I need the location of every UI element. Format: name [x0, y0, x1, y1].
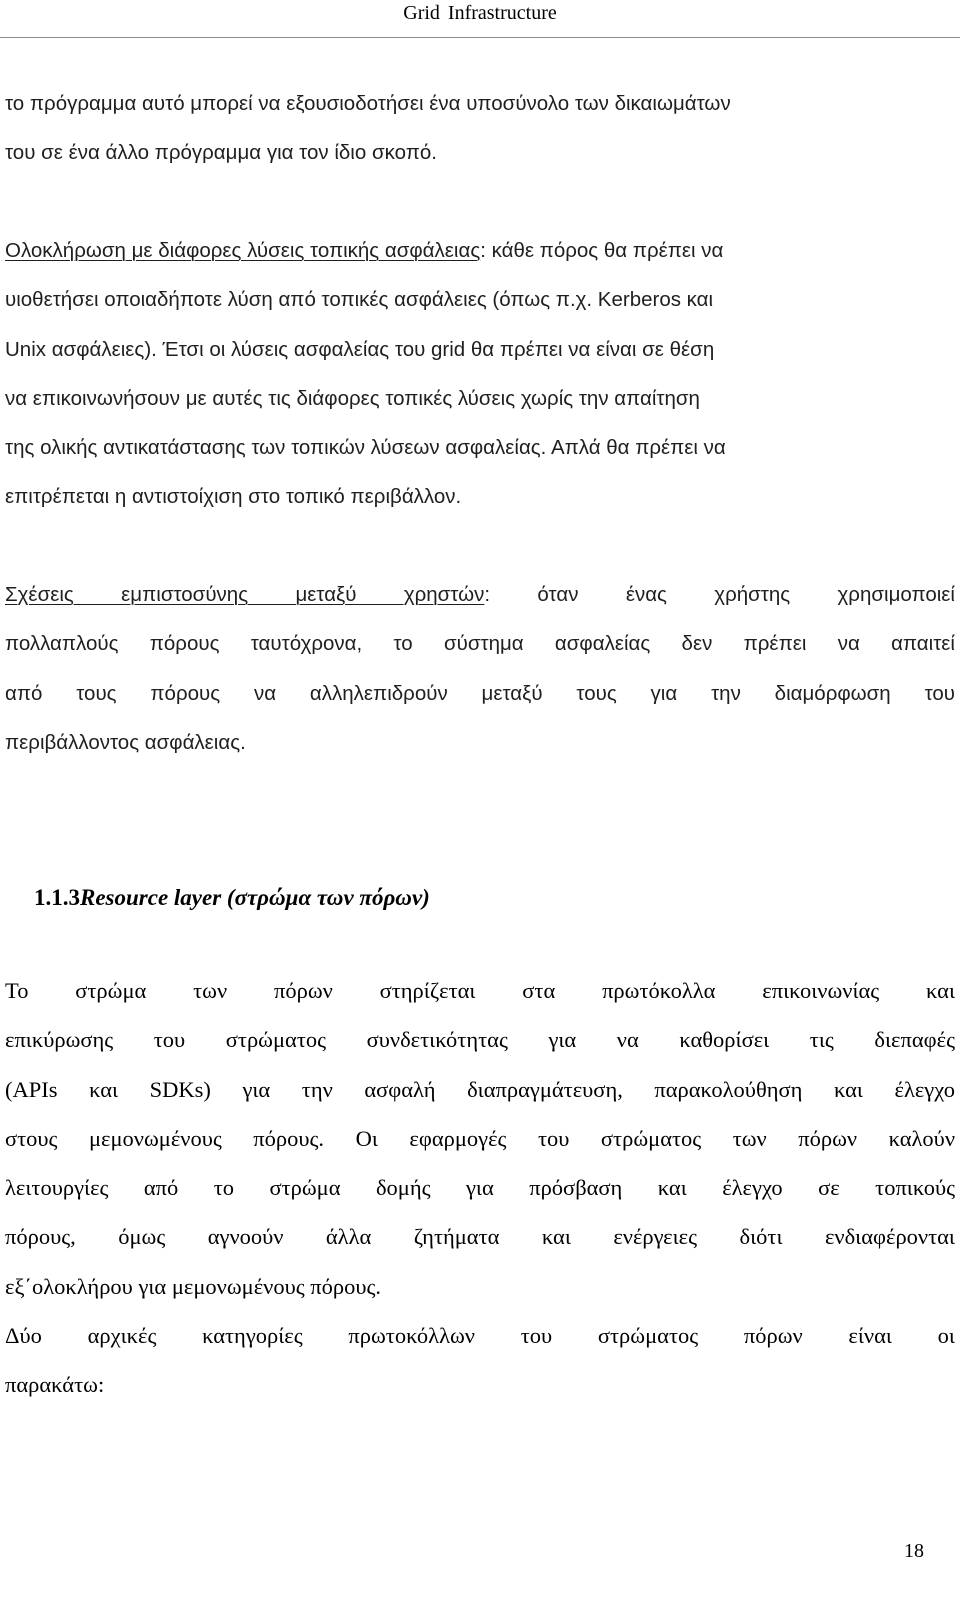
- header-title: Grid Infrastructure: [403, 2, 557, 24]
- paragraph-5-line-2: παρακάτω:: [5, 1372, 105, 1398]
- section-title: Resource layer (στρώμα των πόρων): [80, 885, 430, 910]
- paragraph-2: [5, 226, 955, 522]
- paragraph-4-line-3: (APIs και SDKs) για την ασφαλή διαπραγμάτευση, παρακολούθηση και έλεγχο: [5, 1076, 955, 1102]
- paragraph-3-line-1: [5, 570, 955, 619]
- paragraph-3-term: Σχέσεις εμπιστοσύνης μεταξύ χρηστών: [5, 583, 485, 606]
- paragraph-3: [5, 570, 955, 767]
- paragraph-1-line-2: του σε ένα άλλο πρόγραμμα για τον ίδιο σκοπό.: [5, 141, 437, 165]
- paragraph-4-line-1: Το στρώμα των πόρων στηρίζεται στα πρωτόκολλα επικοινωνίας και: [5, 978, 955, 1003]
- page-header: [0, 0, 960, 38]
- section-heading: [34, 876, 430, 920]
- paragraph-2-line-1: [5, 226, 955, 275]
- paragraph-4-line-7: εξ΄ολοκλήρου για μεμονωμένους πόρους.: [5, 1273, 382, 1299]
- paragraph-2-term: Ολοκλήρωση με διάφορες λύσεις τοπικής ασφάλειας: [5, 239, 481, 262]
- paragraph-2-line-4: να επικοινωνήσουν με αυτές τις διάφορες τοπικές λύσεις χωρίς την απαίτηση: [5, 386, 700, 410]
- paragraph-5-line-1: Δύο αρχικές κατηγορίες πρωτοκόλλων του στρώματος πόρων είναι οι: [5, 1323, 955, 1348]
- paragraph-1-line-1: το πρόγραμμα αυτό μπορεί να εξουσιοδοτήσει ένα υποσύνολο των δικαιωμάτων: [5, 92, 731, 115]
- paragraph-2-line-2: υιοθετήσει οποιαδήποτε λύση από τοπικές ασφάλειες (όπως π.χ. Kerberos και: [5, 288, 714, 312]
- paragraph-4: [5, 966, 955, 1311]
- paragraph-3-line-1-rest: : όταν ένας χρήστης χρησιμοποιεί: [484, 583, 955, 606]
- section-number: 1.1.3: [34, 885, 80, 910]
- paragraph-2-line-5: της ολικής αντικατάστασης των τοπικών λύσεων ασφαλείας. Απλά θα πρέπει να: [5, 436, 726, 460]
- paragraph-1: [5, 79, 955, 178]
- paragraph-2-line-6: επιτρέπεται η αντιστοίχιση στο τοπικό περιβάλλον.: [5, 485, 462, 509]
- paragraph-4-line-2: επικύρωσης του στρώματος συνδετικότητας για να καθορίσει τις διεπαφές: [5, 1027, 955, 1053]
- paragraph-4-line-5: λειτουργίες από το στρώμα δομής για πρόσβαση και έλεγχο σε τοπικούς: [5, 1175, 955, 1201]
- paragraph-3-line-3: από τους πόρους να αλληλεπιδρούν μεταξύ τους για την διαμόρφωση του: [5, 681, 955, 705]
- paragraph-4-line-6: πόρους, όμως αγνοούν άλλα ζητήματα και ενέργειες διότι ενδιαφέρονται: [5, 1224, 955, 1250]
- header-divider: [0, 37, 960, 38]
- paragraph-2-line-3: Unix ασφάλειες). Έτσι οι λύσεις ασφαλείας του grid θα πρέπει να είναι σε θέση: [5, 337, 715, 361]
- page-number: 18: [904, 1540, 924, 1562]
- paragraph-5: [5, 1311, 955, 1410]
- paragraph-2-line-1-rest: : κάθε πόρος θα πρέπει να: [480, 239, 724, 262]
- paragraph-3-line-2: πολλαπλούς πόρους ταυτόχρονα, το σύστημα ασφαλείας δεν πρέπει να απαιτεί: [5, 632, 955, 656]
- paragraph-4-line-4: στους μεμονωμένους πόρους. Οι εφαρμογές του στρώματος των πόρων καλούν: [5, 1125, 955, 1151]
- paragraph-3-line-4: περιβάλλοντος ασφάλειας.: [5, 730, 246, 754]
